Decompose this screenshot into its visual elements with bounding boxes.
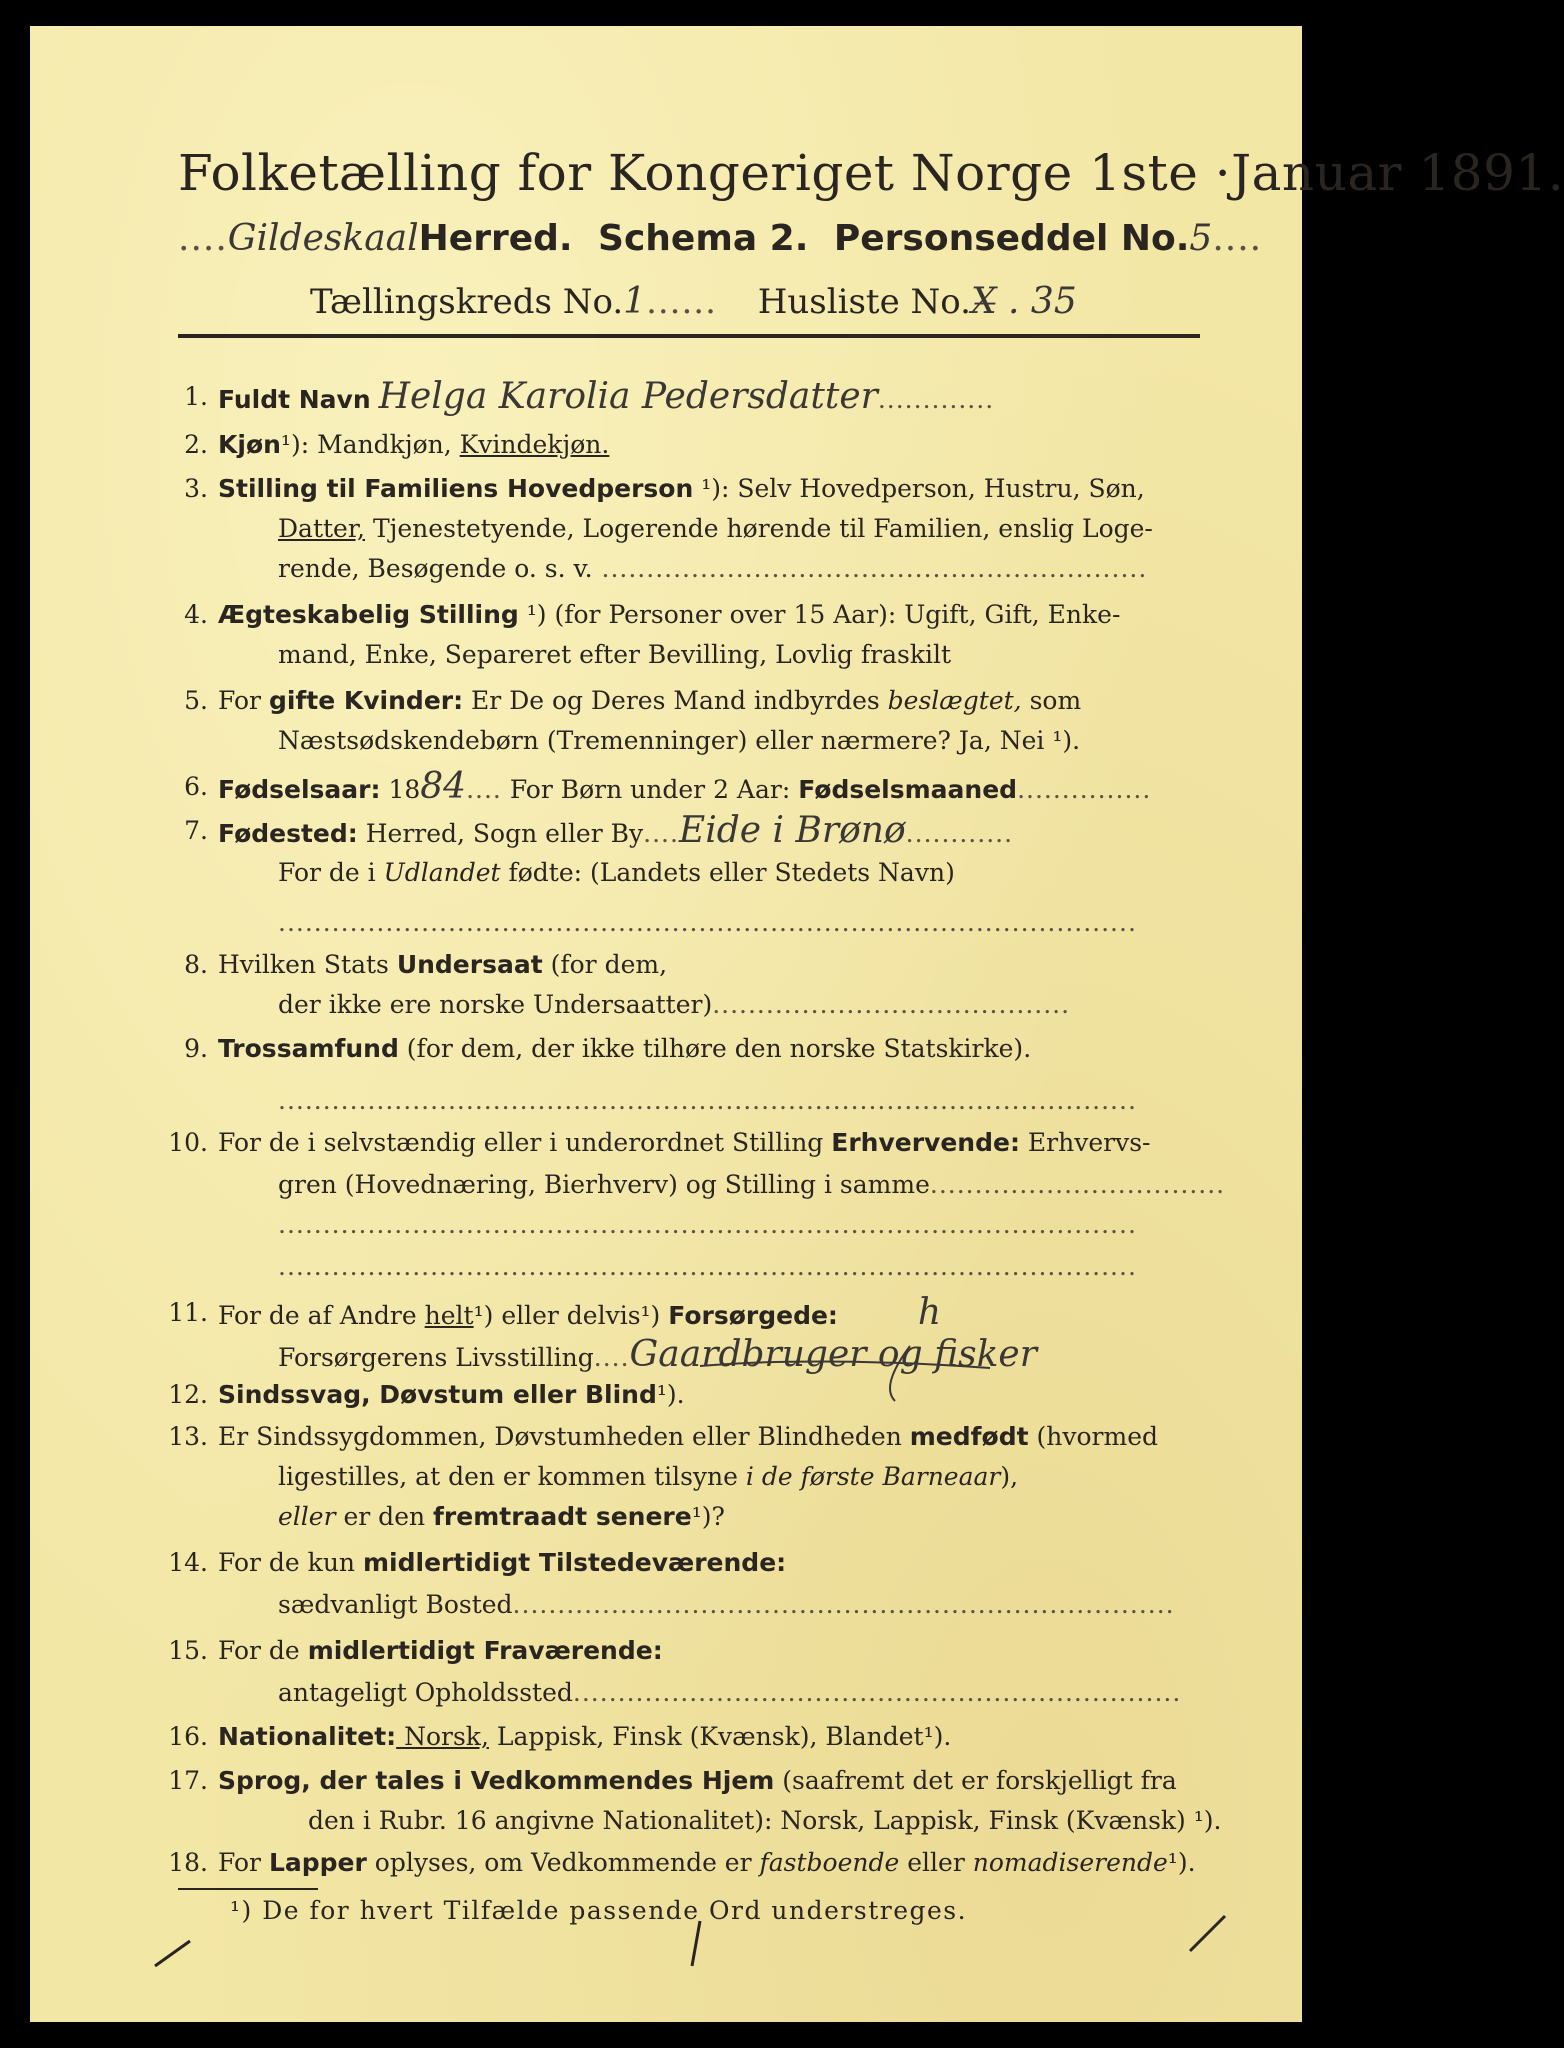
schema-label: Schema 2.: [598, 218, 809, 259]
krets-line: Tællingskreds No.1...... Husliste No.X̶ . 35: [310, 281, 1077, 322]
census-form-sheet: Folketælling for Kongeriget Norge 1ste ·Januar 1891. ....GildeskaalHerred. Schema 2. Personseddel No.5.... Tællingskreds No.1...... Husliste No.X̶ . 35 1. Fuldt Navn Helga Karolia Pedersdatter............. 2. Kjøn¹): Mandkjøn, Kvindekjøn. 3. Stilling til Familiens Hovedperson ¹): Selv Hovedperson, Hustru, Søn, Datter, Tjenestetyende, Logerende hørende til Familien, enslig Loge- rende, Besøgende o. s. v. ............................................................. 4. Ægteskabelig Stilling ¹) (for Personer over 15 Aar): Ugift, Gift, Enke- mand, Enke, Separeret efter Bevilling, Lovlig fraskilt 5. For gifte Kvinder: Er De og Deres Mand indbyrdes beslægtet, som Næstsødskendebørn (Tremenninger) eller nærmere? Ja, Nei ¹). 6. Fødselsaar: 1884.... For Børn under 2 Aar: Fødselsmaaned............... 7. Fødested: Herred, Sogn eller By....Eide i Brønø............ For de i Udlandet fødte: (Landets eller Stedets Navn) ................................................................................................ 8. Hvilken Stats Undersaat (for dem, der ikke ere norske Undersaatter)........................................ 9. Trossamfund (for dem, der ikke tilhøre den norske Statskirke). ................................................................................................ 10. For de i selvstændig eller i underordnet Stilling Erhvervende: Erhvervs- gren (Hovednæring, Bierhverv) og Stilling i samme................................. ................................................................................................ ................................................................................................ 11. For de af Andre helt¹) eller delvis¹) Forsørgede: h Forsørgerens Livsstilling....Gaardbruger og fisker 12. Sindssvag, Døvstum eller Blind¹). 13. Er Sindssygdommen, Døvstumheden eller Blindheden medfødt (hvormed ligestilles, at den er kommen tilsyne i de første Barneaar), eller er den fremtraadt senere¹)? 14. For de kun midlertidigt Tilstedeværende: sædvanligt Bosted.......................................................................... 15. For de midlertidigt Fraværende: antageligt Opholdssted.................................................................... 16. Nationalitet: Norsk, Lappisk, Finsk (Kvænsk), Blandet¹). 17. Sprog, der tales i Vedkommendes Hjem (saafremt det er forskjelligt fra den i Rubr. 16 angivne Nationalitet): Norsk, Lappisk, Finsk (Kvænsk) ¹). 18. For Lapper oplyses, om Vedkommende er fastboende eller nomadiserende¹). ¹) De for hvert Tilfælde passende Ord understreges.: [30, 26, 1302, 2022]
personseddel-label: Personseddel No.: [833, 218, 1190, 259]
footnote: ¹) De for hvert Tilfælde passende Ord understreges.: [230, 1896, 968, 1925]
pen-mark-left: [150, 1931, 210, 1971]
pen-mark-center: [680, 1916, 720, 1976]
handwriting-strokes: [670, 1326, 1010, 1406]
name-value: Helga Karolia Pedersdatter: [378, 376, 878, 417]
personseddel-value: 5: [1189, 218, 1213, 259]
birthplace-value: Eide i Brønø: [678, 810, 906, 851]
birth-year-value: 84: [420, 766, 467, 807]
form-title: Folketælling for Kongeriget Norge 1ste ·Januar 1891.: [178, 144, 1564, 202]
provider-occupation-value: Gaardbruger og fisker: [629, 1334, 1037, 1375]
pen-mark-right: [1180, 1901, 1240, 1961]
husliste-label: Husliste No.: [757, 282, 971, 322]
taellingskreds-value: 1: [623, 281, 647, 322]
schema-line: ....GildeskaalHerred. Schema 2. Personseddel No.5....: [178, 218, 1263, 259]
mark-handwritten: h: [917, 1292, 942, 1333]
herred-label: Herred.: [418, 218, 573, 259]
herred-handwritten: Gildeskaal: [227, 218, 419, 259]
taellingskreds-label: Tællingskreds No.: [310, 282, 624, 322]
header-rule: [178, 334, 1200, 338]
husliste-value: X̶ . 35: [970, 281, 1077, 322]
footnote-rule: [178, 1888, 318, 1890]
